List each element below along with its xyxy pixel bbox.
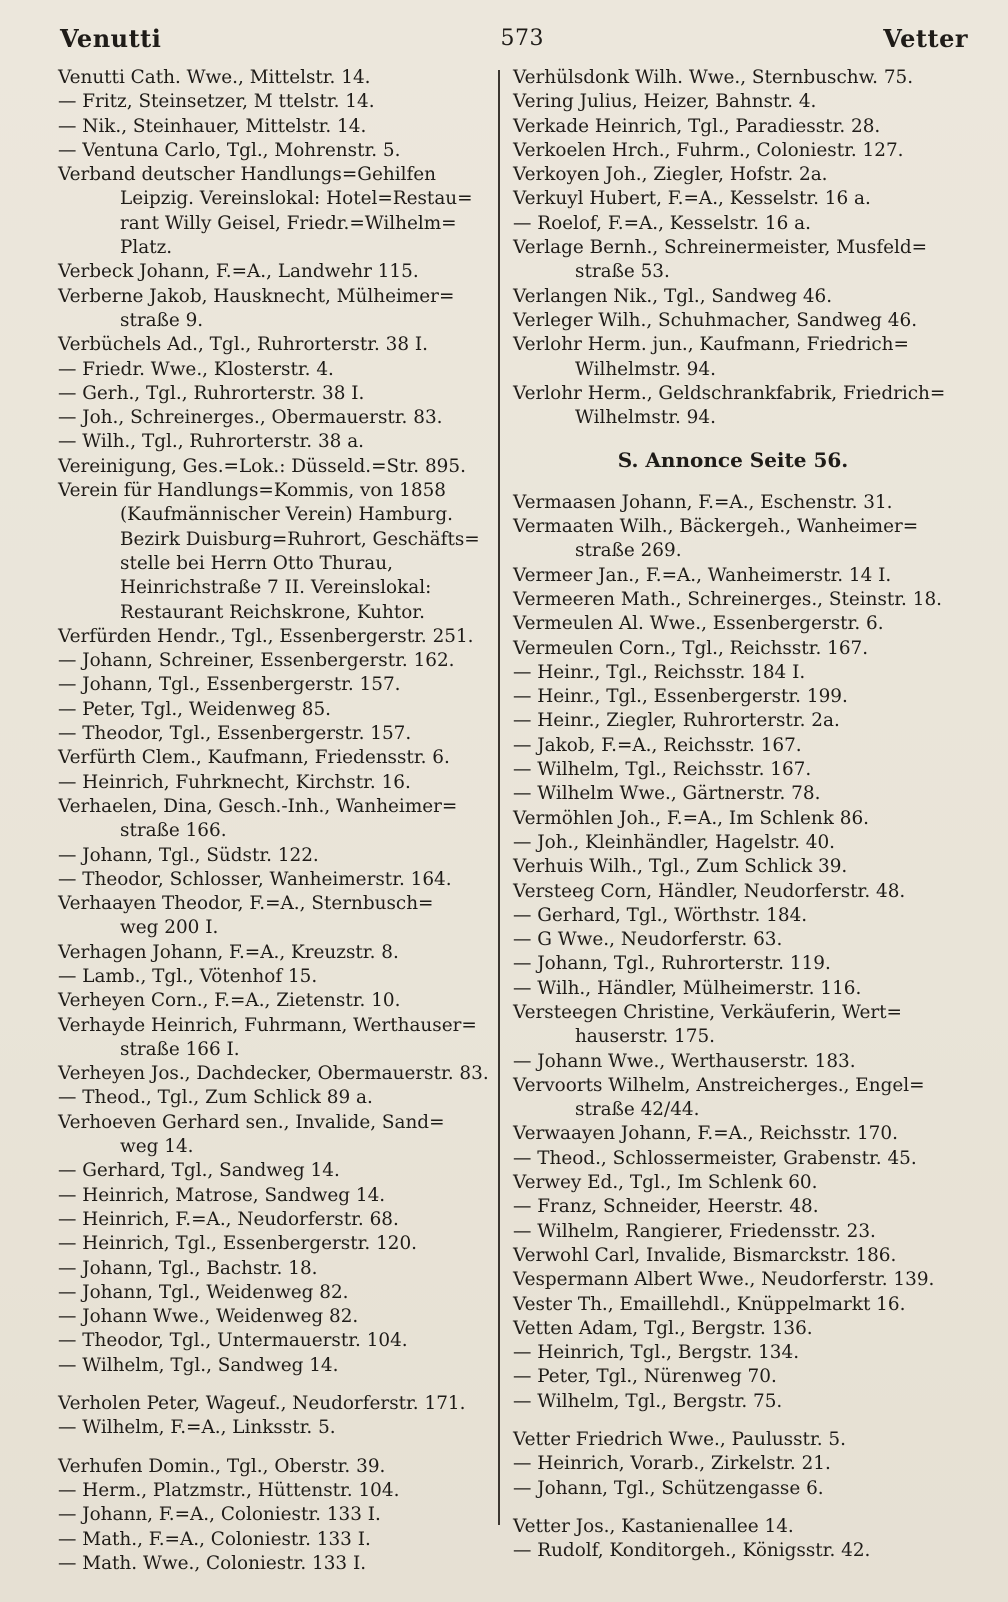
directory-entry-line: rant Willy Geisel, Friedr.=Wilhelm= xyxy=(120,212,457,234)
directory-entry-line: Vester Th., Emaillehdl., Knüppelmarkt 16. xyxy=(513,1293,906,1315)
directory-entry-line: — Gerhard, Tgl., Sandweg 14. xyxy=(58,1160,340,1182)
directory-entry-line: Heinrichstraße 7 II. Vereinslokal: xyxy=(120,577,432,599)
directory-entry-line: — Johann, Tgl., Bachstr. 18. xyxy=(58,1257,318,1279)
left-column xyxy=(58,66,489,1576)
directory-entry-line: Vermeeren Math., Schreinerges., Steinstr. 18. xyxy=(513,588,942,610)
directory-entry-line: Verhaelen, Dina, Gesch.-Inh., Wanheimer= xyxy=(58,795,458,817)
directory-entry-line: — Wilhelm, Tgl., Sandweg 14. xyxy=(58,1354,339,1376)
directory-entry-line: weg 14. xyxy=(120,1136,194,1158)
directory-entry-line: Verkoyen Joh., Ziegler, Hofstr. 2a. xyxy=(513,164,828,186)
directory-entry-line: — Johann Wwe., Weidenweg 82. xyxy=(58,1306,359,1328)
directory-entry-line: Vespermann Albert Wwe., Neudorferstr. 139. xyxy=(513,1269,935,1291)
directory-entry-line: — Wilh., Tgl., Ruhrorterstr. 38 a. xyxy=(58,431,365,453)
right-column-top xyxy=(513,66,953,430)
directory-entry-line: — Lamb., Tgl., Vötenhof 15. xyxy=(58,965,318,987)
directory-entry-line: Versteeg Corn, Händler, Neudorferstr. 48. xyxy=(513,880,906,902)
directory-entry-line: Verholen Peter, Wageuf., Neudorferstr. 171. xyxy=(58,1393,466,1415)
directory-entry-line: Vereinigung, Ges.=Lok.: Düsseld.=Str. 895. xyxy=(58,455,466,477)
directory-entry-line: — Johann, F.=A., Coloniestr. 133 I. xyxy=(58,1504,381,1526)
directory-entry-line: — Johann, Tgl., Essenbergerstr. 157. xyxy=(58,674,401,696)
directory-entry-line: Verfürden Hendr., Tgl., Essenbergerstr. 251. xyxy=(58,625,474,647)
directory-entry-line: — Johann, Tgl., Schützengasse 6. xyxy=(513,1477,824,1499)
directory-entry-line: — Wilhelm, F.=A., Linksstr. 5. xyxy=(58,1417,336,1439)
directory-entry-line: Verlohr Herm., Geldschrankfabrik, Friedrich= xyxy=(513,382,946,404)
directory-entry-line: Verbeck Johann, F.=A., Landwehr 115. xyxy=(58,261,419,283)
directory-entry-line: — Johann, Tgl., Weidenweg 82. xyxy=(58,1281,349,1303)
directory-entry-line: Verfürth Clem., Kaufmann, Friedensstr. 6. xyxy=(58,747,450,769)
directory-entry-line: Verkoelen Hrch., Fuhrm., Coloniestr. 127. xyxy=(513,139,904,161)
directory-entry-line: weg 200 I. xyxy=(120,917,219,939)
directory-entry-line: Vermeulen Corn., Tgl., Reichsstr. 167. xyxy=(513,637,869,659)
directory-entry-line: Vervoorts Wilhelm, Anstreicherges., Engel= xyxy=(513,1074,925,1096)
directory-entry-line: Versteegen Christine, Verkäuferin, Wert= xyxy=(513,1001,902,1023)
directory-entry-line: — Ventuna Carlo, Tgl., Mohrenstr. 5. xyxy=(58,139,401,161)
directory-entry-line: — Theod., Schlossermeister, Grabenstr. 45. xyxy=(513,1147,917,1169)
directory-entry-line: stelle bei Herrn Otto Thurau, xyxy=(120,552,393,574)
directory-entry-line: Vetten Adam, Tgl., Bergstr. 136. xyxy=(513,1317,813,1339)
directory-entry-line: Verwey Ed., Tgl., Im Schlenk 60. xyxy=(513,1172,818,1194)
directory-entry-line: Verhagen Johann, F.=A., Kreuzstr. 8. xyxy=(58,941,399,963)
directory-entry-line: — Heinrich, F.=A., Neudorferstr. 68. xyxy=(58,1208,399,1230)
directory-entry-line: — Heinrich, Tgl., Essenbergerstr. 120. xyxy=(58,1233,418,1255)
directory-entry-line: straße 166 I. xyxy=(120,1038,240,1060)
directory-entry-line: — Joh., Schreinerges., Obermauerstr. 83. xyxy=(58,407,443,429)
directory-entry-line: Vermeulen Al. Wwe., Essenbergerstr. 6. xyxy=(513,613,884,635)
directory-entry-line: (Kaufmännischer Verein) Hamburg. xyxy=(120,504,453,526)
directory-entry-line: — Roelof, F.=A., Kesselstr. 16 a. xyxy=(513,212,811,234)
directory-entry-line: Vermaasen Johann, F.=A., Eschenstr. 31. xyxy=(513,491,893,513)
directory-entry-line: straße 53. xyxy=(575,261,670,283)
directory-entry-line: Verheyen Corn., F.=A., Zietenstr. 10. xyxy=(58,990,401,1012)
directory-entry-line: Verkade Heinrich, Tgl., Paradiesstr. 28. xyxy=(513,115,881,137)
directory-entry-line: Venutti Cath. Wwe., Mittelstr. 14. xyxy=(58,67,371,88)
directory-entry-line: — Nik., Steinhauer, Mittelstr. 14. xyxy=(58,115,367,137)
directory-entry-line: — Heinr., Tgl., Essenbergerstr. 199. xyxy=(513,686,848,708)
directory-entry-line: — Heinrich, Matrose, Sandweg 14. xyxy=(58,1184,386,1206)
directory-entry-line: — Fritz, Steinsetzer, M ttelstr. 14. xyxy=(58,91,375,113)
directory-entry-line: Vermöhlen Joh., F.=A., Im Schlenk 86. xyxy=(513,807,870,829)
directory-entry-line: — Jakob, F.=A., Reichsstr. 167. xyxy=(513,734,802,756)
directory-entry-line: — Math., F.=A., Coloniestr. 133 I. xyxy=(58,1528,371,1550)
directory-entry-line: — Peter, Tgl., Nürenweg 70. xyxy=(513,1366,777,1388)
directory-entry-line: Verhuis Wilh., Tgl., Zum Schlick 39. xyxy=(513,856,848,878)
directory-entry-line: — G Wwe., Neudorferstr. 63. xyxy=(513,929,783,951)
directory-entry-line: — Peter, Tgl., Weidenweg 85. xyxy=(58,698,332,720)
header-right-word: Vetter xyxy=(883,23,968,53)
directory-entry-line: — Johann, Tgl., Südstr. 122. xyxy=(58,844,319,866)
directory-entry-line: Verhufen Domin., Tgl., Oberstr. 39. xyxy=(58,1455,386,1477)
directory-entry-line: — Johann, Tgl., Ruhrorterstr. 119. xyxy=(513,953,831,975)
directory-entry-line: — Heinr., Ziegler, Ruhrorterstr. 2a. xyxy=(513,710,840,732)
directory-entry-line: straße 166. xyxy=(120,820,227,842)
directory-entry-line: — Theodor, Tgl., Untermauerstr. 104. xyxy=(58,1330,408,1352)
directory-entry-line: — Wilhelm, Tgl., Reichsstr. 167. xyxy=(513,759,812,781)
directory-entry-line: Vering Julius, Heizer, Bahnstr. 4. xyxy=(513,91,817,113)
directory-entry-line: Vetter Jos., Kastanienallee 14. xyxy=(513,1515,794,1537)
directory-entry-line: — Wilhelm, Tgl., Bergstr. 75. xyxy=(513,1390,783,1412)
directory-entry-line: — Heinrich, Fuhrknecht, Kirchstr. 16. xyxy=(58,771,411,793)
directory-entry-line: — Rudolf, Konditorgeh., Königsstr. 42. xyxy=(513,1540,871,1562)
directory-entry-line: — Theod., Tgl., Zum Schlick 89 a. xyxy=(58,1087,373,1109)
directory-entry-line: — Friedr. Wwe., Klosterstr. 4. xyxy=(58,358,334,380)
directory-entry-line: — Theodor, Tgl., Essenbergerstr. 157. xyxy=(58,723,412,745)
directory-entry-line: Bezirk Duisburg=Ruhrort, Geschäfts= xyxy=(120,528,480,550)
directory-entry-line: Wilhelmstr. 94. xyxy=(575,407,716,429)
directory-entry-line: hauserstr. 175. xyxy=(575,1026,716,1048)
directory-entry-line: straße 9. xyxy=(120,309,204,331)
directory-entry-line: Verleger Wilh., Schuhmacher, Sandweg 46. xyxy=(513,309,918,331)
page-number: 573 xyxy=(500,25,545,51)
directory-entry-line: Verberne Jakob, Hausknecht, Mülheimer= xyxy=(58,285,455,307)
directory-entry-line: — Gerhard, Tgl., Wörthstr. 184. xyxy=(513,904,808,926)
directory-entry-line: Verhoeven Gerhard sen., Invalide, Sand= xyxy=(58,1111,445,1133)
directory-entry-line: Verein für Handlungs=Kommis, von 1858 xyxy=(58,480,446,502)
directory-entry-line: Vetter Friedrich Wwe., Paulusstr. 5. xyxy=(513,1429,846,1451)
directory-entry-line: — Johann Wwe., Werthauserstr. 183. xyxy=(513,1050,856,1072)
right-column xyxy=(513,66,953,1564)
directory-entry-line: Verhülsdonk Wilh. Wwe., Sternbuschw. 75. xyxy=(513,67,914,88)
annonce-note: S. Annonce Seite 56. xyxy=(617,448,849,473)
directory-entry-line: Vermaaten Wilh., Bäckergeh., Wanheimer= xyxy=(513,516,919,538)
directory-entry-line: — Math. Wwe., Coloniestr. 133 I. xyxy=(58,1552,367,1574)
directory-entry-line: Verhaayen Theodor, F.=A., Sternbusch= xyxy=(58,893,434,915)
directory-entry-line: — Gerh., Tgl., Ruhrorterstr. 38 I. xyxy=(58,382,365,404)
directory-entry-line: — Johann, Schreiner, Essenbergerstr. 162. xyxy=(58,650,455,672)
directory-entry-line: — Theodor, Schlosser, Wanheimerstr. 164. xyxy=(58,868,452,890)
directory-entry-line: Verheyen Jos., Dachdecker, Obermauerstr. 83. xyxy=(58,1063,489,1085)
directory-entry-line: Verkuyl Hubert, F.=A., Kesselstr. 16 a. xyxy=(513,188,871,210)
directory-entry-line: — Joh., Kleinhändler, Hagelstr. 40. xyxy=(513,831,836,853)
directory-entry-line: Platz. xyxy=(120,237,173,259)
directory-entry-line: Wilhelmstr. 94. xyxy=(575,358,716,380)
directory-entry-line: — Heinrich, Vorarb., Zirkelstr. 21. xyxy=(513,1453,831,1475)
directory-entry-line: — Franz, Schneider, Heerstr. 48. xyxy=(513,1196,819,1218)
directory-entry-line: Verlangen Nik., Tgl., Sandweg 46. xyxy=(513,285,833,307)
column-divider xyxy=(498,70,500,1525)
directory-entry-line: Vermeer Jan., F.=A., Wanheimerstr. 14 I. xyxy=(513,564,892,586)
directory-entry-line: Verlage Bernh., Schreinermeister, Musfeld= xyxy=(513,237,928,259)
directory-entry-line: Verband deutscher Handlungs=Gehilfen xyxy=(58,164,436,186)
directory-entry-line: — Heinr., Tgl., Reichsstr. 184 I. xyxy=(513,661,806,683)
directory-entry-line: — Heinrich, Tgl., Bergstr. 134. xyxy=(513,1342,800,1364)
directory-entry-line: Verwohl Carl, Invalide, Bismarckstr. 186. xyxy=(513,1244,897,1266)
directory-entry-line: Restaurant Reichskrone, Kuhtor. xyxy=(120,601,425,623)
directory-entry-line: — Wilhelm Wwe., Gärtnerstr. 78. xyxy=(513,783,821,805)
directory-entry-line: Verlohr Herm. jun., Kaufmann, Friedrich= xyxy=(513,334,909,356)
directory-entry-line: straße 42/44. xyxy=(575,1099,700,1121)
right-column-bottom xyxy=(513,491,953,1564)
directory-entry-line: Leipzig. Vereinslokal: Hotel=Restau= xyxy=(120,188,473,210)
page-header xyxy=(60,18,968,58)
directory-entry-line: Verhayde Heinrich, Fuhrmann, Werthauser= xyxy=(58,1014,477,1036)
directory-entry-line: straße 269. xyxy=(575,540,682,562)
header-left-word: Venutti xyxy=(60,23,162,53)
directory-entry-line: Verwaayen Johann, F.=A., Reichsstr. 170. xyxy=(513,1123,898,1145)
directory-entry-line: — Wilh., Händler, Mülheimerstr. 116. xyxy=(513,977,862,999)
directory-entry-line: — Herm., Platzmstr., Hüttenstr. 104. xyxy=(58,1479,400,1501)
directory-entry-line: — Wilhelm, Rangierer, Friedensstr. 23. xyxy=(513,1220,876,1242)
directory-entry-line: Verbüchels Ad., Tgl., Ruhrorterstr. 38 I. xyxy=(58,334,429,356)
